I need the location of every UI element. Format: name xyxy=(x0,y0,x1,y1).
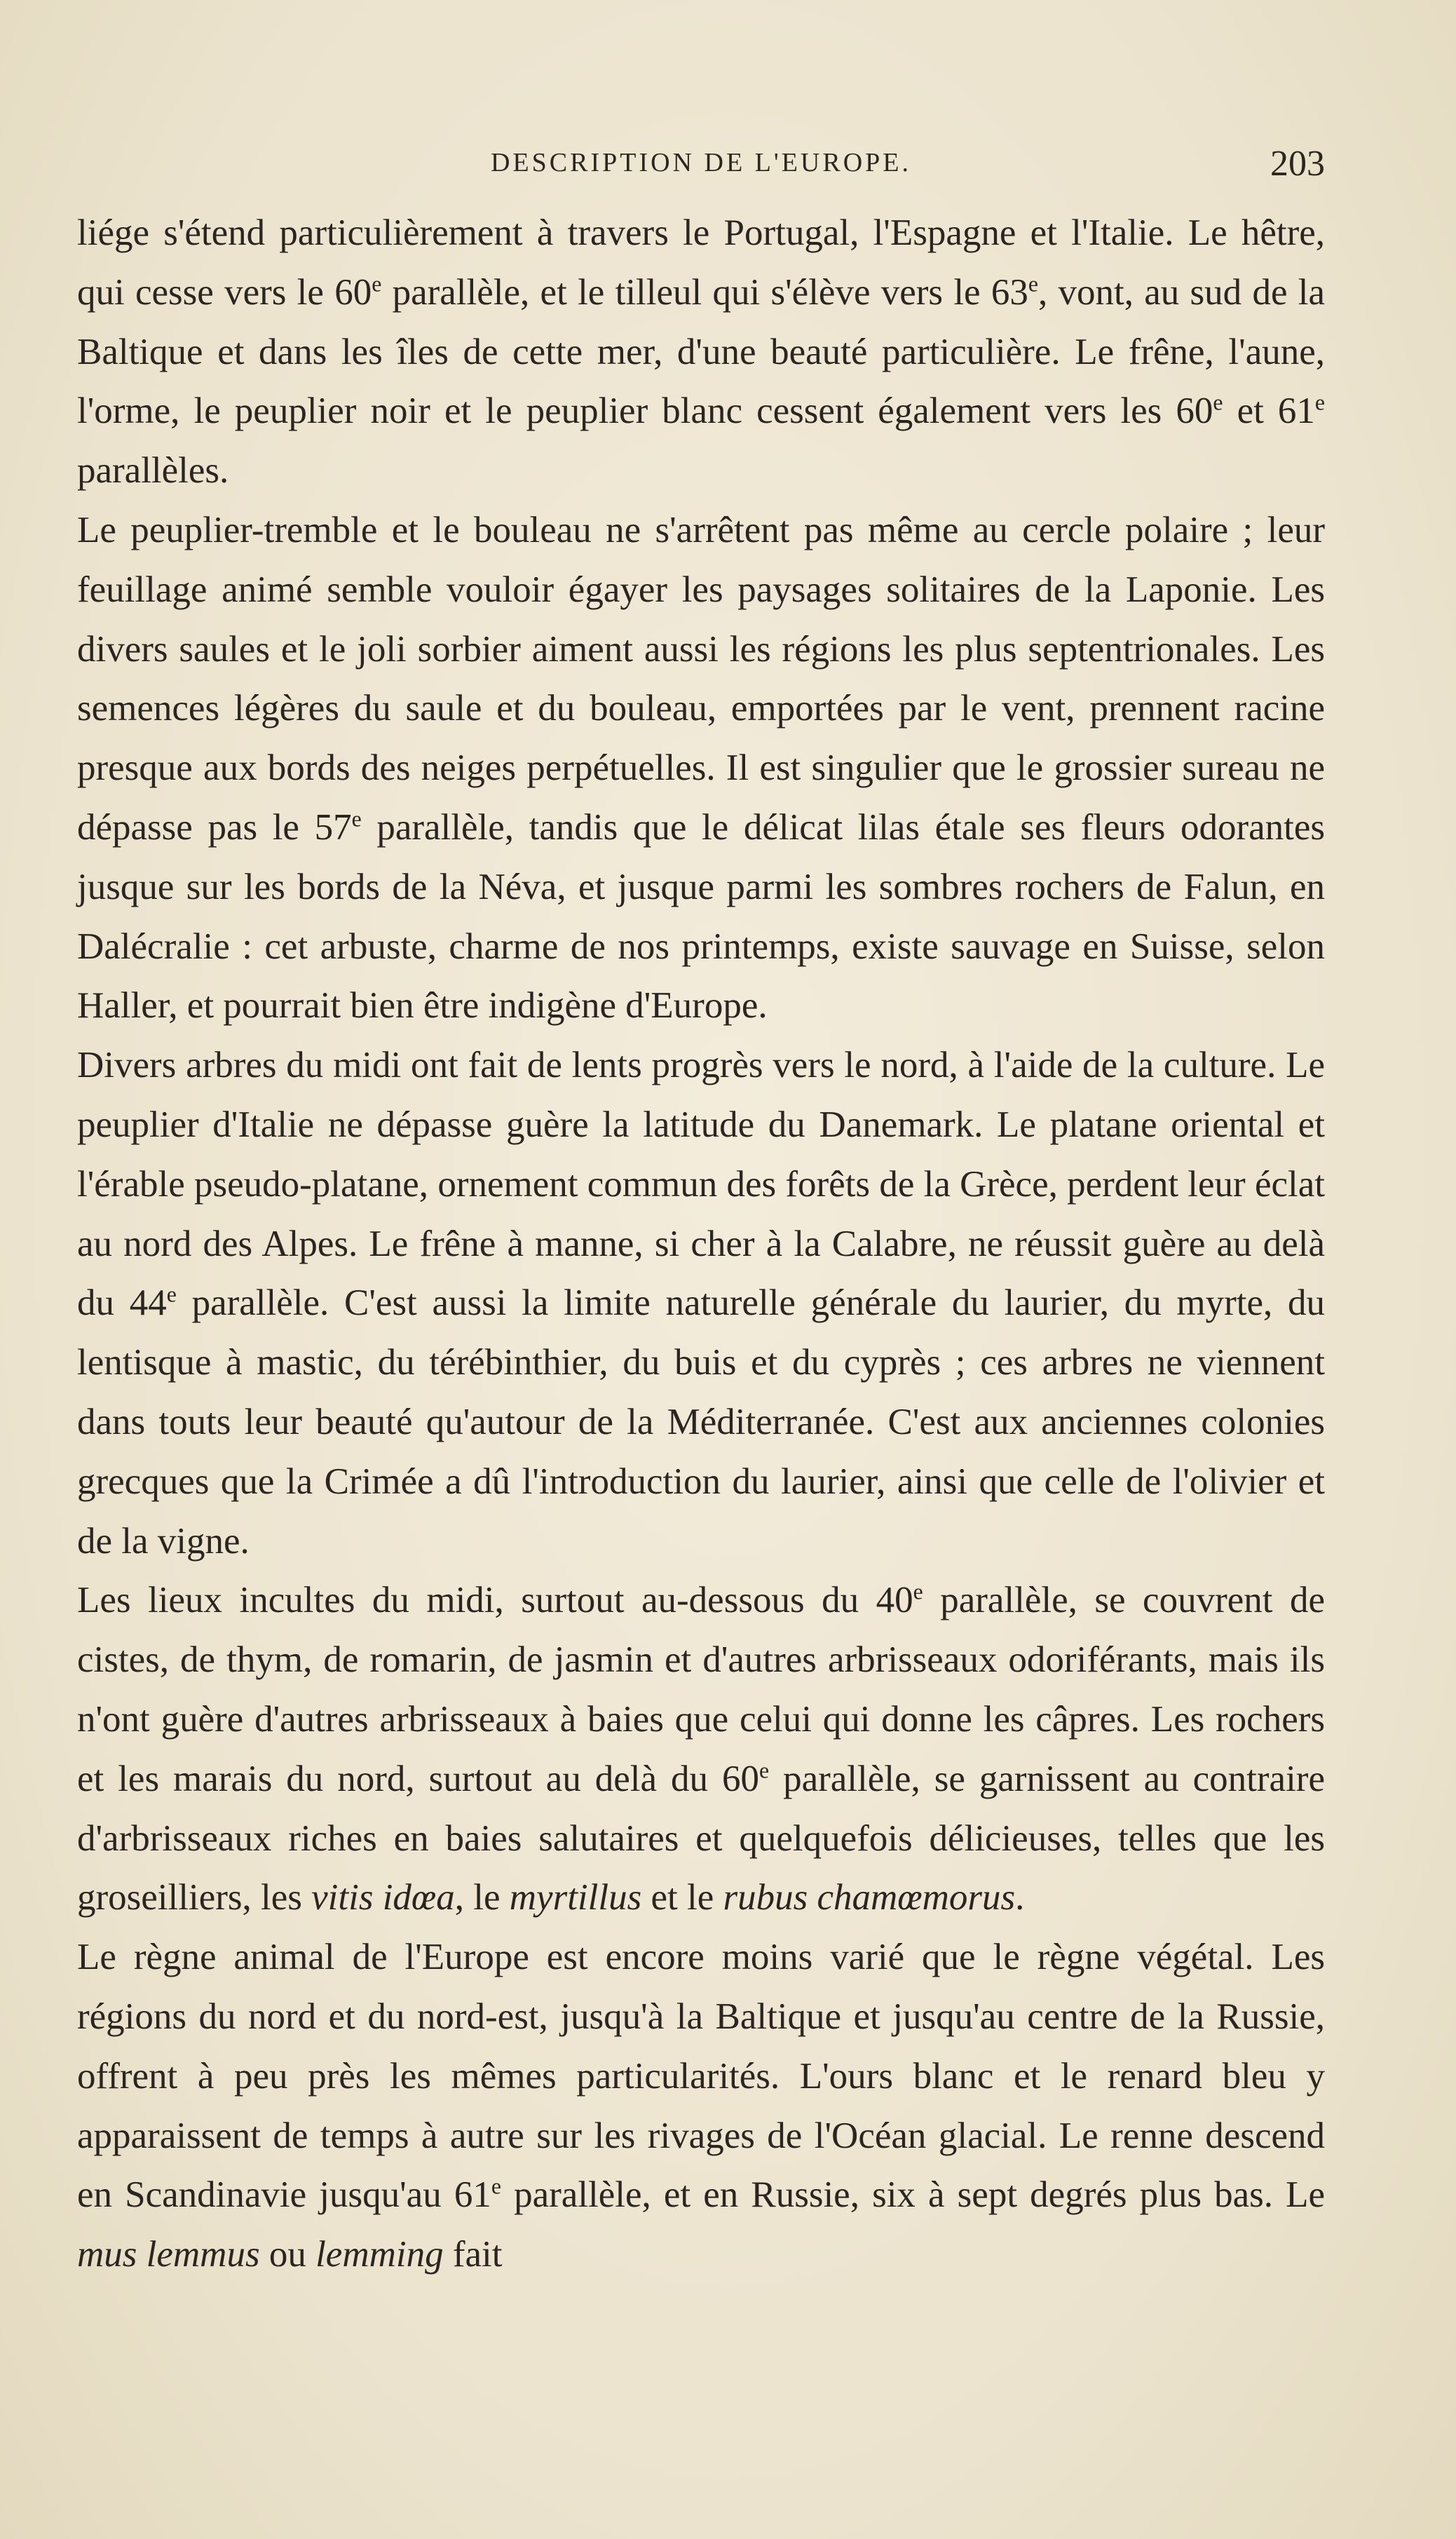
italic-term: vitis idœa xyxy=(311,1877,455,1918)
paragraph xyxy=(77,1571,1325,1928)
ordinal-superscript: e xyxy=(758,1758,770,1783)
ordinal-superscript: e xyxy=(372,271,382,297)
text-run: parallèle, et le tilleul qui s'élève vers le 63 xyxy=(381,271,1028,313)
ordinal-superscript: e xyxy=(351,806,362,832)
text-run: liége s'étend particulièrement à travers le Portugal, l'Espagne et l'Italie. Le hêtre, qui cesse vers le 60 xyxy=(77,212,1325,313)
text-run: , vont, au sud de la Baltique et dans les îles de cette mer, d'une beauté particulière. Le frêne, l'aune, l'orme, le peuplier noir et le peuplier blanc cessent également vers les 60 xyxy=(77,271,1325,432)
text-run: parallèles. xyxy=(77,450,229,492)
ordinal-superscript: e xyxy=(913,1579,923,1604)
text-run: parallèle, se couvrent de cistes, de thym, de romarin, de jasmin et d'autres arbrisseaux odoriférants, mais ils n'ont guère d'autres arbrisseaux à baies que celui qui donne les câpres. Les rochers et les marais du nord, surtout au delà du 60 xyxy=(77,1580,1325,1799)
text-run: . xyxy=(1015,1877,1025,1918)
text-run: , le xyxy=(454,1877,510,1918)
ordinal-superscript: e xyxy=(491,2174,501,2199)
ordinal-superscript: e xyxy=(1028,271,1038,297)
body-text xyxy=(77,203,1325,2284)
italic-term: rubus chamœmorus xyxy=(723,1877,1016,1918)
page-number: 203 xyxy=(1270,144,1325,184)
paragraph xyxy=(77,501,1325,1036)
ordinal-superscript: e xyxy=(166,1282,177,1307)
running-title: DESCRIPTION DE L'EUROPE. xyxy=(490,148,912,177)
page-header xyxy=(77,144,1325,189)
text-run: fait xyxy=(443,2234,503,2275)
text-run: Le peuplier-tremble et le bouleau ne s'arrêtent pas même au cercle polaire ; leur feuillage animé semble vouloir égayer les paysages solitaires de la Laponie. Les divers saules et le joli sorbier aiment aussi les régions les plus septentrionales. Les semences légères du saule et du bouleau, emportées par le vent, prennent racine presque aux bords des neiges perpétuelles. Il est singulier que le grossier sureau ne dépasse pas le 57 xyxy=(77,509,1325,848)
text-run: Les lieux incultes du midi, surtout au-dessous du 40 xyxy=(77,1580,913,1621)
text-run: et 61 xyxy=(1223,391,1315,432)
text-run: Divers arbres du midi ont fait de lents progrès vers le nord, à l'aide de la culture. Le peuplier d'Italie ne dépasse guère la latitude du Danemark. Le platane oriental et l'érable pseudo-platane, ornement commun des forêts de la Grèce, perdent leur éclat au nord des Alpes. Le frêne à manne, si cher à la Calabre, ne réussit guère au delà du 44 xyxy=(77,1045,1325,1324)
paragraph xyxy=(77,203,1325,501)
text-run: parallèle, et en Russie, six à sept degrés plus bas. Le xyxy=(501,2174,1325,2216)
text-run: et le xyxy=(641,1877,723,1918)
text-run: parallèle, tandis que le délicat lilas étale ses fleurs odorantes jusque sur les bords de la Néva, et jusque parmi les sombres rochers de Falun, en Dalécralie : cet arbuste, charme de nos printemps, existe sauvage en Suisse, selon Haller, et pourrait bien être indigène d'Europe. xyxy=(77,806,1325,1027)
paragraph xyxy=(77,1928,1325,2284)
text-run: parallèle, se garnissent au contraire d'arbrisseaux riches en baies salutaires et quelquefois délicieuses, telles que les groseilliers, les xyxy=(77,1758,1325,1918)
text-run: parallèle. C'est aussi la limite naturelle générale du laurier, du myrte, du lentisque à mastic, du térébinthier, du buis et du cyprès ; ces arbres ne viennent dans touts leur beauté qu'autour de la Méditerranée. C'est aux anciennes colonies grecques que la Crimée a dû l'introduction du laurier, ainsi que celle de l'olivier et de la vigne. xyxy=(77,1282,1326,1562)
italic-term: mus lemmus xyxy=(77,2234,260,2275)
ordinal-superscript: e xyxy=(1213,390,1223,415)
ordinal-superscript: e xyxy=(1314,390,1326,415)
paragraph xyxy=(77,1036,1325,1571)
italic-term: lemming xyxy=(315,2234,444,2275)
italic-term: myrtillus xyxy=(509,1877,642,1918)
text-run: ou xyxy=(259,2234,316,2275)
text-run: Le règne animal de l'Europe est encore moins varié que le règne végétal. Les régions du nord et du nord-est, jusqu'à la Baltique et jusqu'au centre de la Russie, offrent à peu près les mêmes particularités. L'ours blanc et le renard bleu y apparaissent de temps à autre sur les rivages de l'Océan glacial. Le renne descend en Scandinavie jusqu'au 61 xyxy=(77,1937,1325,2216)
